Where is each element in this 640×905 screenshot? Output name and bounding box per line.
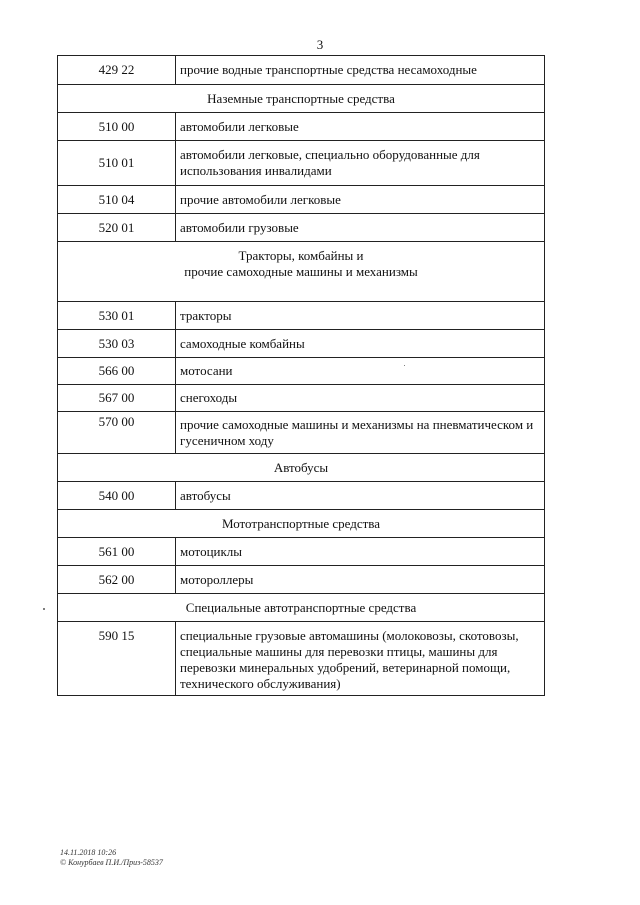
row-description: автомобили легковые	[176, 113, 545, 141]
row-description: самоходные комбайны	[176, 330, 545, 358]
scan-speck	[43, 608, 45, 610]
row-description: мотоциклы	[176, 538, 545, 566]
print-stamp	[60, 848, 163, 868]
section-title: Наземные транспортные средства	[58, 85, 545, 113]
row-code: 520 01	[58, 214, 176, 242]
row-description: снегоходы	[176, 385, 545, 412]
table-row	[58, 302, 545, 330]
row-code: 567 00	[58, 385, 176, 412]
row-description: автомобили грузовые	[176, 214, 545, 242]
table-row	[58, 113, 545, 141]
row-code: 570 00	[58, 412, 176, 454]
row-code: 530 01	[58, 302, 176, 330]
row-description: специальные грузовые автомашины (молоковозы, скотовозы, специальные машины для перевозки птицы, машины для перевозки минеральных удобрений, ветеринарной помощи, технического обслуживания)	[176, 622, 545, 696]
section-title-line2: прочие самоходные машины и механизмы	[184, 264, 418, 279]
row-description: прочие автомобили легковые	[176, 186, 545, 214]
row-code: 562 00	[58, 566, 176, 594]
section-title-cell	[58, 242, 545, 302]
table-row	[58, 358, 545, 385]
section-title: Специальные автотранспортные средства	[58, 594, 545, 622]
row-description: прочие самоходные машины и механизмы на пневматическом и гусеничном ходу	[176, 412, 545, 454]
section-title: Тракторы, комбайны и	[238, 248, 364, 263]
row-code: 510 04	[58, 186, 176, 214]
table-row	[58, 56, 545, 85]
table-row	[58, 385, 545, 412]
row-code: 561 00	[58, 538, 176, 566]
section-row	[58, 85, 545, 113]
row-code: 590 15	[58, 622, 176, 696]
row-description: мотороллеры	[176, 566, 545, 594]
row-code: 510 01	[58, 141, 176, 186]
row-code: 530 03	[58, 330, 176, 358]
table-row	[58, 566, 545, 594]
section-row	[58, 510, 545, 538]
vehicle-codes-table	[57, 55, 545, 696]
table-row	[58, 482, 545, 510]
row-description: автобусы	[176, 482, 545, 510]
section-title: Автобусы	[58, 454, 545, 482]
table-row	[58, 412, 545, 454]
table-row	[58, 538, 545, 566]
table-row	[58, 186, 545, 214]
section-row	[58, 594, 545, 622]
page-number: 3	[316, 37, 324, 52]
row-description: мотосани	[176, 358, 545, 385]
print-stamp-author: © Конурбаев П.И./Приз-58537	[60, 858, 163, 867]
table-row	[58, 330, 545, 358]
table-row	[58, 214, 545, 242]
row-code: 429 22	[58, 56, 176, 85]
row-description: автомобили легковые, специально оборудованные для использования инвалидами	[176, 141, 545, 186]
section-row	[58, 454, 545, 482]
row-code: 510 00	[58, 113, 176, 141]
table-row	[58, 622, 545, 696]
print-stamp-datetime: 14.11.2018 10:26	[60, 848, 117, 857]
row-description: тракторы	[176, 302, 545, 330]
section-row	[58, 242, 545, 302]
row-description: прочие водные транспортные средства несамоходные	[176, 56, 545, 85]
row-code: 566 00	[58, 358, 176, 385]
table-row	[58, 141, 545, 186]
row-code: 540 00	[58, 482, 176, 510]
section-title: Мототранспортные средства	[58, 510, 545, 538]
scan-speck	[404, 365, 405, 366]
